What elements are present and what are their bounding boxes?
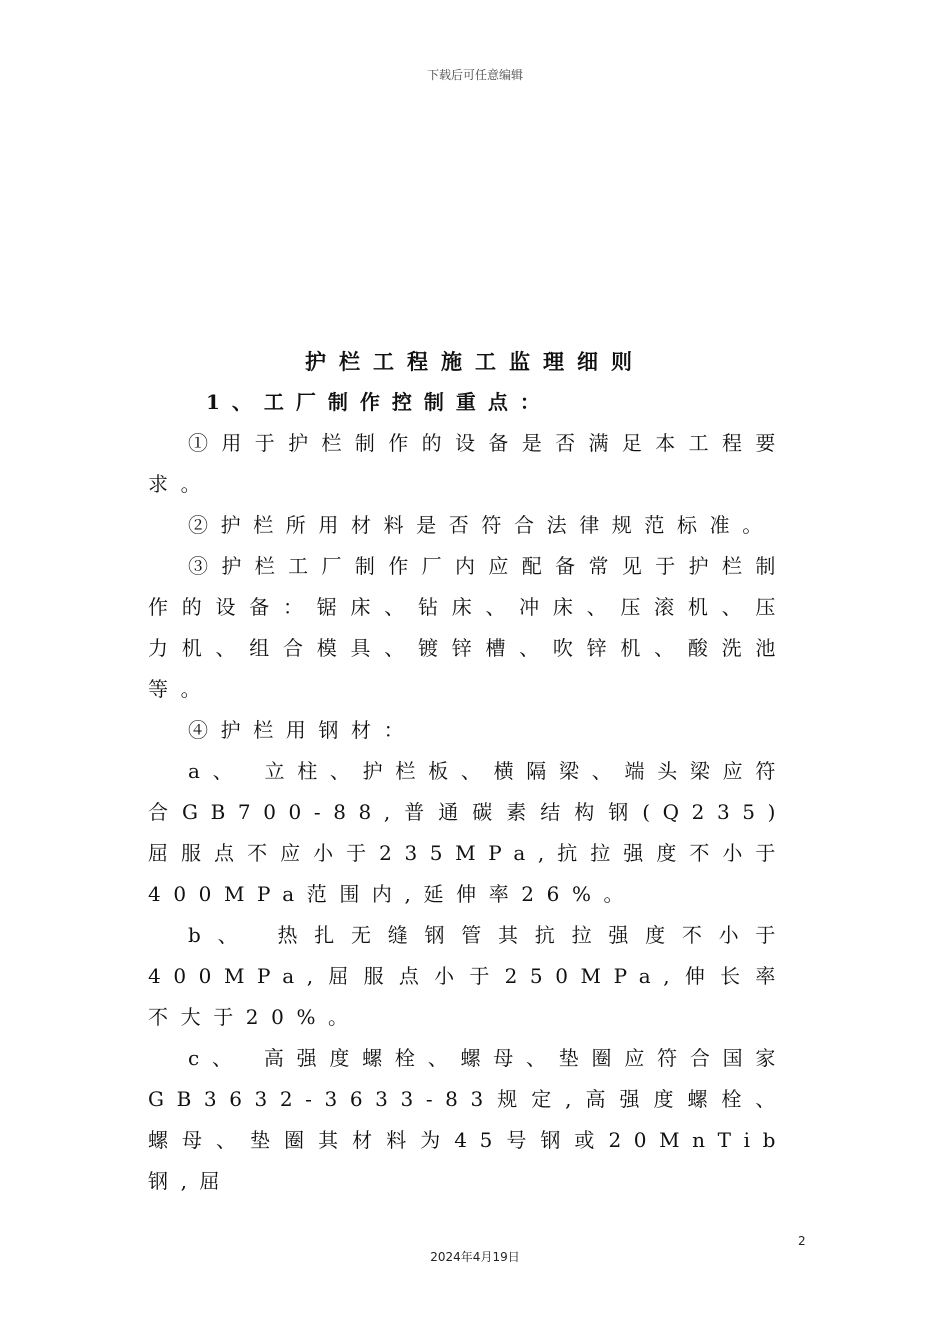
paragraph-steel-c: c、 高强度螺栓、螺母、垫圈应符合国家GB3632-3633-83规定,高强度螺栓、螺母、垫圈其材料为45号钢或20MnTib钢,屈 (148, 1046, 788, 1193)
paragraph-equipment: ①用于护栏制作的设备是否满足本工程要求。 (148, 431, 788, 496)
paragraph-steel-heading: ④护栏用钢材： (188, 718, 417, 742)
paragraph-steel-b: b、 热扎无缝钢管其抗拉强度不小于400MPa,屈服点小于250MPa,伸长率不大于20%。 (148, 923, 788, 1029)
page-header: 下载后可任意编辑 (426, 68, 523, 82)
document-body (148, 382, 788, 1202)
paragraph-factory-equipment: ③护栏工厂制作厂内应配备常见于护栏制作的设备：锯床、钻床、冲床、压滚机、压力机、组合模具、镀锌槽、吹锌机、酸洗池等。 (148, 554, 788, 701)
paragraph-materials: ②护栏所用材料是否符合法律规范标准。 (188, 513, 775, 537)
section-heading: 1、工厂制作控制重点： (206, 390, 552, 414)
page-number: 2 (798, 1234, 806, 1248)
footer-date: 2024年4月19日 (430, 1250, 520, 1264)
document-title: 护栏工程施工监理细则 (305, 349, 645, 374)
paragraph-steel-a: a、 立柱、护栏板、横隔梁、端头梁应符合GB700-88,普通碳素结构钢(Q235)屈服点不应小于235MPa,抗拉强度不小于400MPa范围内,延伸率26%。 (148, 759, 788, 906)
